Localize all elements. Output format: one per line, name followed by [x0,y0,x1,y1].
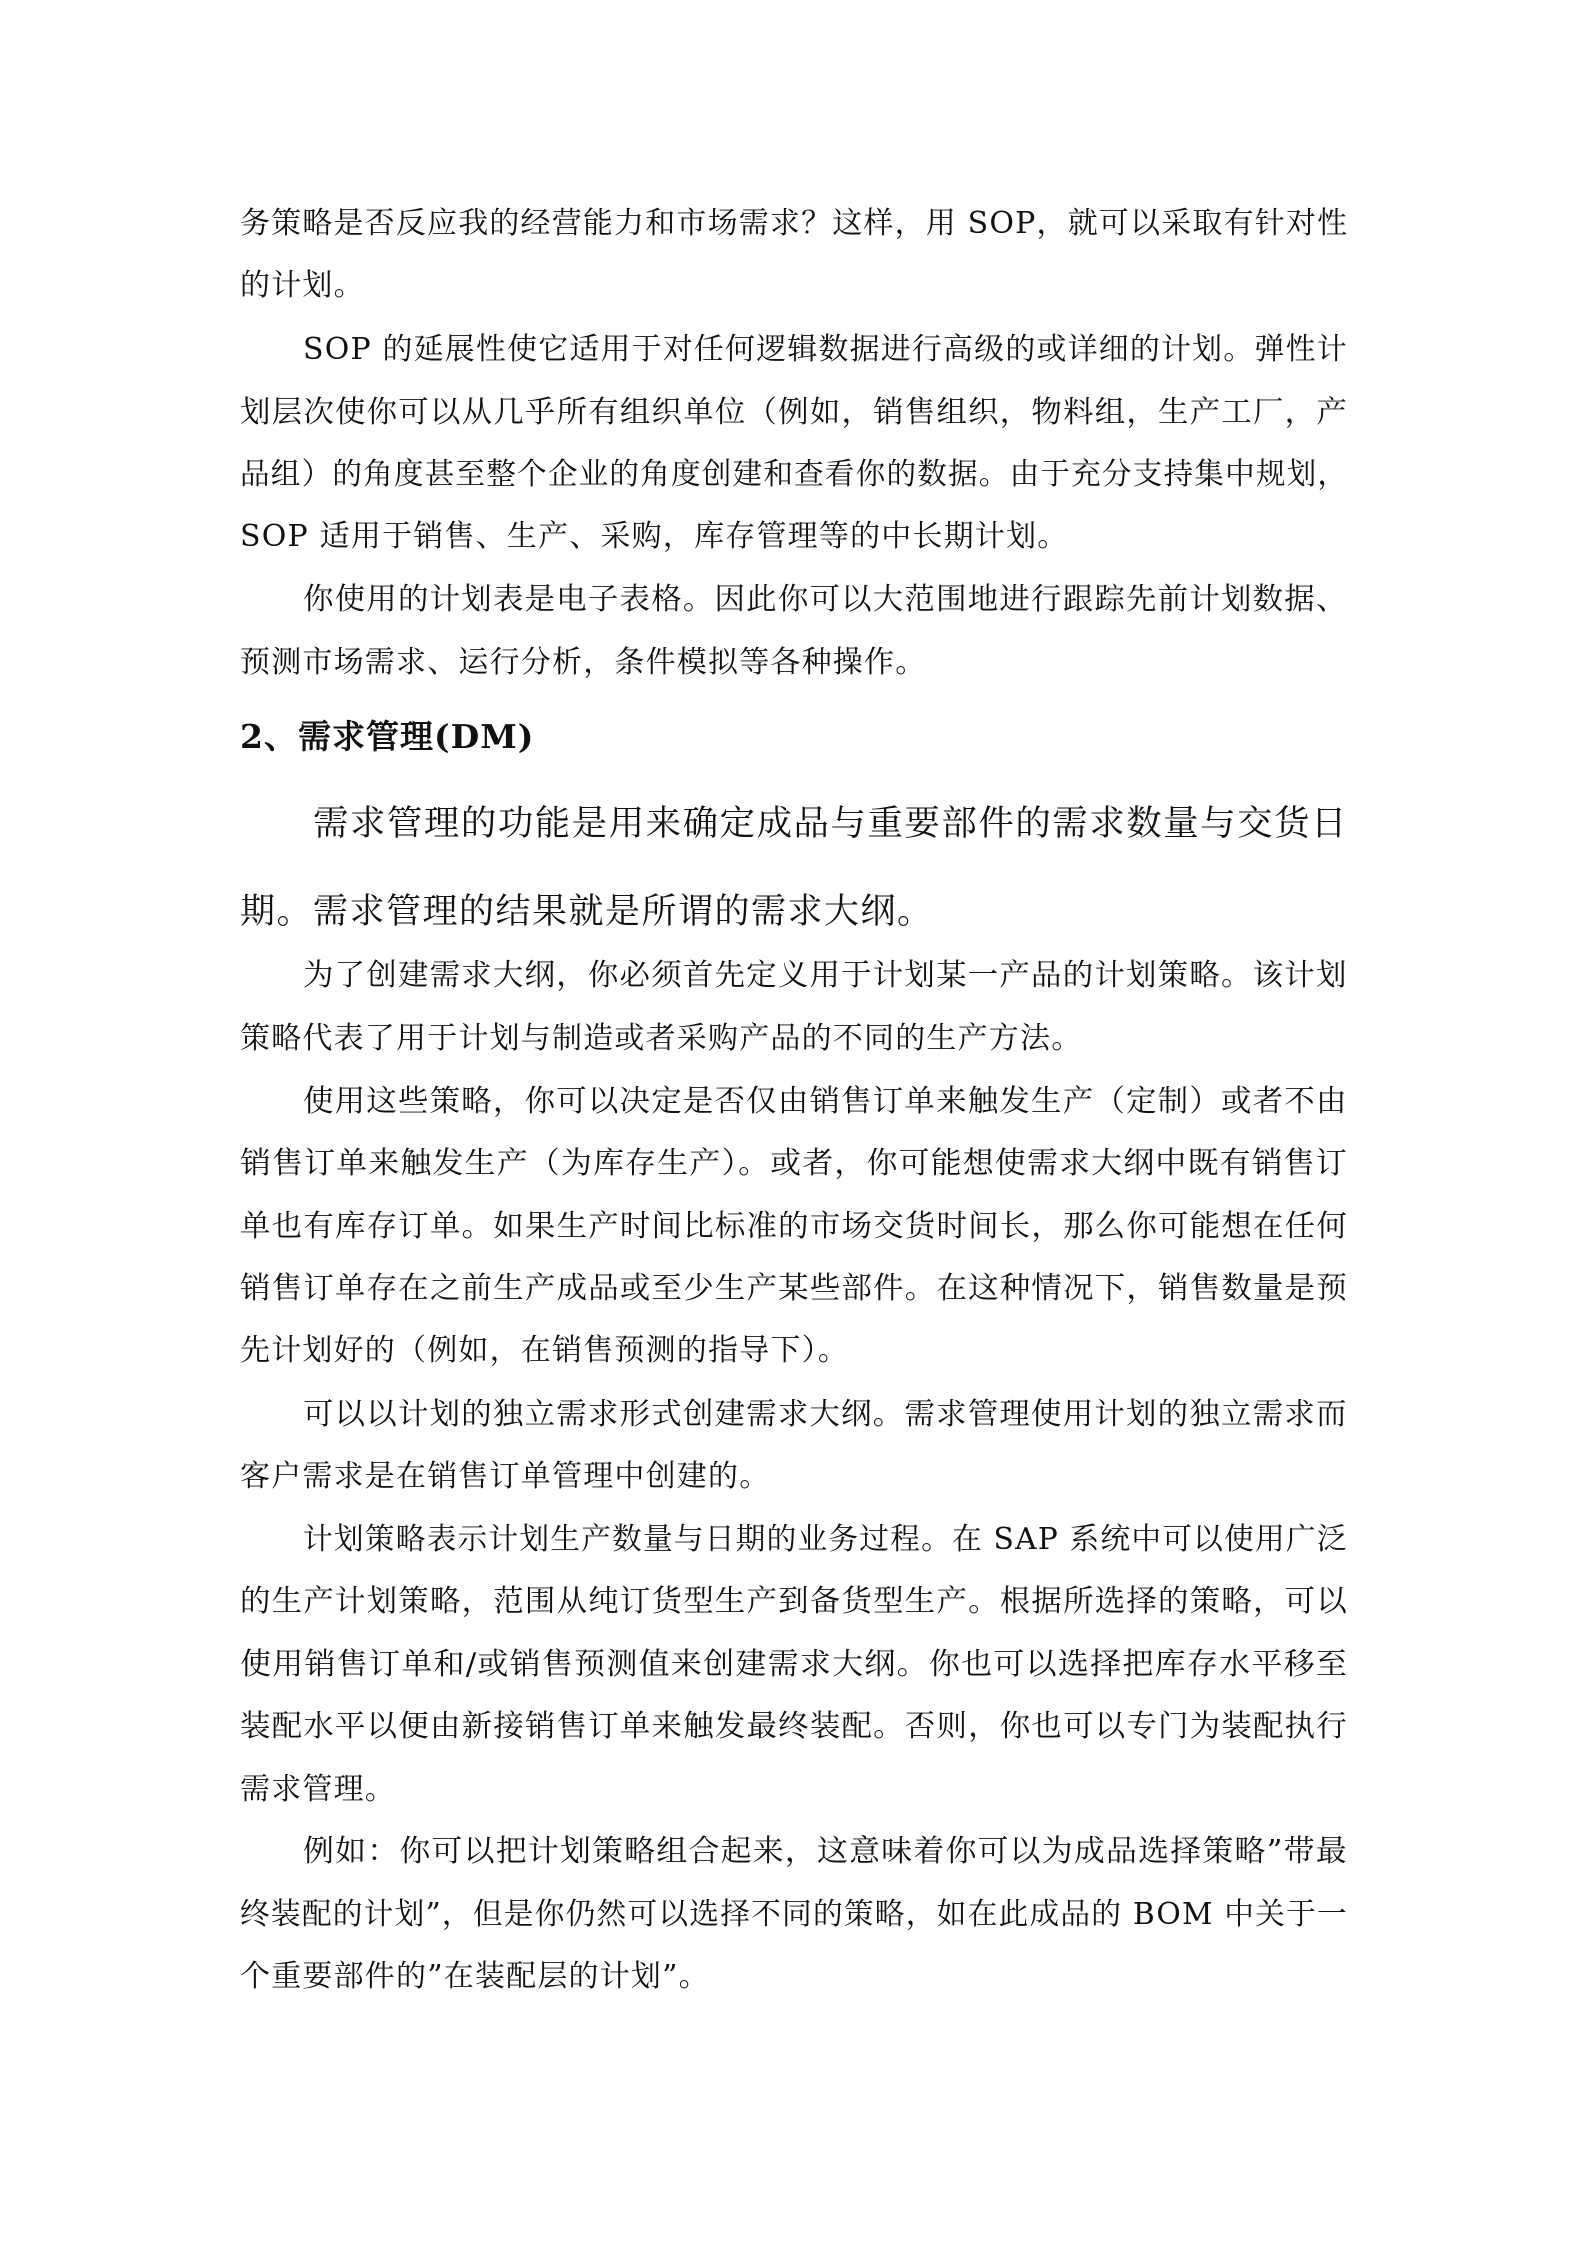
paragraph-line: 品组）的角度甚至整个企业的角度创建和查看你的数据。由于充分支持集中规划， [240,457,1349,492]
paragraph-line: 装配水平以便由新接销售订单来触发最终装配。否则，你也可以专门为装配执行 [240,1709,1348,1744]
paragraph-line: 需求管理的功能是用来确定成品与重要部件的需求数量与交货日 [313,804,1349,844]
paragraph-line: 可以以计划的独立需求形式创建需求大纲。需求管理使用计划的独立需求而 [303,1397,1348,1432]
paragraph-line: 销售订单来触发生产（为库存生产）。或者，你可能想使需求大纲中既有销售订 [240,1146,1348,1181]
paragraph-line: 客户需求是在销售订单管理中创建的。 [240,1459,771,1494]
section-heading: 2、需求管理(DM) [240,717,535,756]
paragraph-line: 例如：你可以把计划策略组合起来，这意味着你可以为成品选择策略”带最 [303,1834,1348,1869]
paragraph-line: 计划策略表示计划生产数量与日期的业务过程。在 SAP 系统中可以使用广泛 [303,1522,1348,1557]
paragraph-line: 使用销售订单和/或销售预测值来创建需求大纲。你也可以选择把库存水平移至 [240,1647,1349,1682]
paragraph-line: 你使用的计划表是电子表格。因此你可以大范围地进行跟踪先前计划数据、 [303,582,1348,617]
paragraph-line: 先计划好的（例如，在销售预测的指导下）。 [240,1333,849,1368]
paragraph-line: 期。需求管理的结果就是所谓的需求大纲。 [240,892,934,932]
paragraph-line: 的生产计划策略，范围从纯订货型生产到备货型生产。根据所选择的策略，可以 [240,1584,1348,1619]
paragraph-line: 终装配的计划”，但是你仍然可以选择不同的策略，如在此成品的 BOM 中关于一 [240,1897,1348,1932]
paragraph-line: 策略代表了用于计划与制造或者采购产品的不同的生产方法。 [240,1021,1083,1056]
paragraph-line: 预测市场需求、运行分析，条件模拟等各种操作。 [240,645,927,680]
paragraph-line: 为了创建需求大纲，你必须首先定义用于计划某一产品的计划策略。该计划 [303,958,1348,993]
paragraph-line: 个重要部件的”在装配层的计划”。 [240,1959,710,1994]
paragraph-line: 务策略是否反应我的经营能力和市场需求？这样，用 SOP，就可以采取有针对性 [240,206,1349,241]
paragraph-line: 使用这些策略，你可以决定是否仅由销售订单来触发生产（定制）或者不由 [303,1084,1348,1119]
paragraph-line: 需求管理。 [240,1772,396,1807]
paragraph-line: 单也有库存订单。如果生产时间比标准的市场交货时间长，那么你可能想在任何 [240,1209,1348,1244]
paragraph-line: SOP 的延展性使它适用于对任何逻辑数据进行高级的或详细的计划。弹性计 [303,332,1348,367]
paragraph-line: 的计划。 [240,268,365,303]
paragraph-line: 划层次使你可以从几乎所有组织单位（例如，销售组织，物料组，生产工厂，产 [240,395,1348,430]
paragraph-line: SOP 适用于销售、生产、采购，库存管理等的中长期计划。 [240,519,1069,554]
paragraph-line: 销售订单存在之前生产成品或至少生产某些部件。在这种情况下，销售数量是预 [240,1271,1348,1306]
